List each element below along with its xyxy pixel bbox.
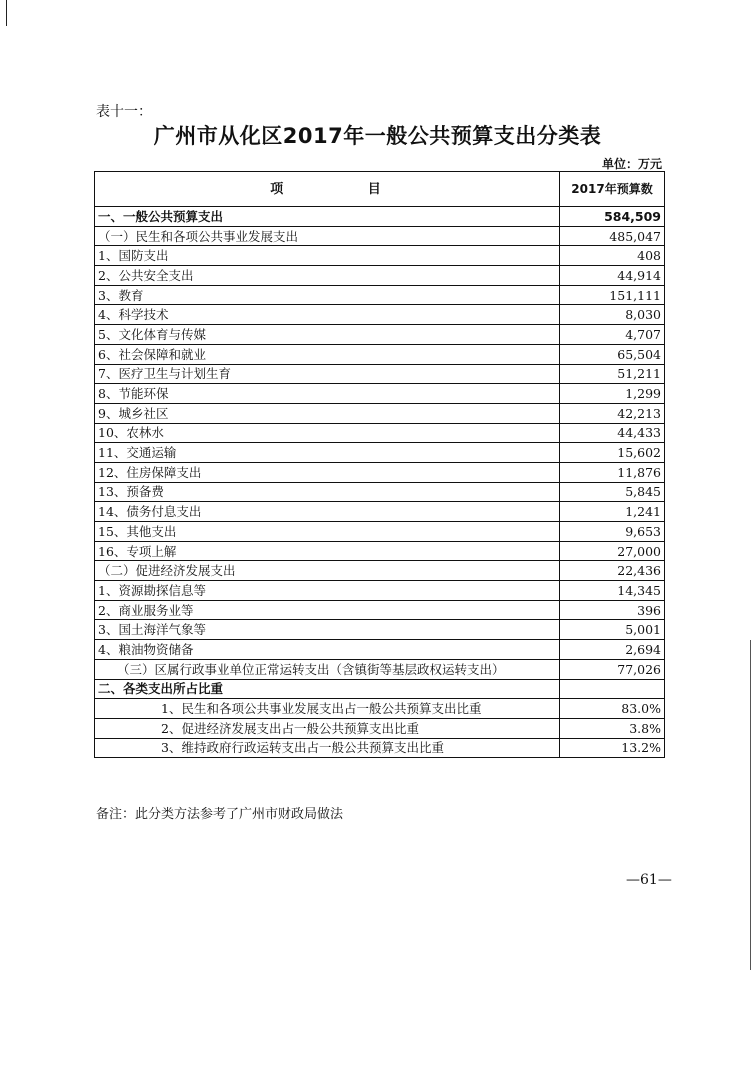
header-amount: 2017年预算数 [560,172,665,207]
row-label: 2、商业服务业等 [95,600,560,620]
table-row [95,207,665,227]
row-value: 3.8% [560,718,665,738]
footnote: 备注：此分类方法参考了广州市财政局做法 [96,807,344,822]
row-value: 22,436 [560,561,665,581]
scan-edge-mark [6,0,7,26]
row-label: 5、文化体育与传媒 [95,325,560,345]
row-label: 8、节能环保 [95,384,560,404]
table-row [95,679,665,699]
row-value: 396 [560,600,665,620]
row-label: 3、国土海洋气象等 [95,620,560,640]
table-row [95,738,665,758]
row-label: 4、粮油物资储备 [95,640,560,660]
row-label: 3、教育 [95,285,560,305]
table-row [95,462,665,482]
table-row [95,522,665,542]
row-value: 4,707 [560,325,665,345]
row-label: 一、一般公共预算支出 [95,207,560,227]
table-header-row [95,172,665,207]
row-value: 151,111 [560,285,665,305]
table-row [95,620,665,640]
row-value: 485,047 [560,226,665,246]
page-title: 广州市从化区2017年一般公共预算支出分类表 [153,124,602,148]
unit-label: 单位：万元 [601,157,662,171]
row-value: 27,000 [560,541,665,561]
row-label: 13、预备费 [95,482,560,502]
row-value: 8,030 [560,305,665,325]
row-label: 3、维持政府行政运转支出占一般公共预算支出比重 [95,738,560,758]
table-row [95,561,665,581]
row-label: （二）促进经济发展支出 [95,561,560,581]
row-value: 408 [560,246,665,266]
row-value: 5,001 [560,620,665,640]
table-row [95,285,665,305]
row-value [560,679,665,699]
table-row [95,443,665,463]
row-label: 16、专项上解 [95,541,560,561]
table-row [95,600,665,620]
row-value: 65,504 [560,344,665,364]
row-label: 二、各类支出所占比重 [95,679,560,699]
row-value: 584,509 [560,207,665,227]
row-label: 9、城乡社区 [95,403,560,423]
row-value: 13.2% [560,738,665,758]
table-row [95,344,665,364]
row-label: 6、社会保障和就业 [95,344,560,364]
row-label: 11、交通运输 [95,443,560,463]
row-label: 12、住房保障支出 [95,462,560,482]
header-item: 项 目 [95,172,560,207]
table-row [95,581,665,601]
row-label: 1、资源勘探信息等 [95,581,560,601]
row-label: 15、其他支出 [95,522,560,542]
table-row [95,325,665,345]
table-row [95,659,665,679]
row-label: 4、科学技术 [95,305,560,325]
row-label: 2、公共安全支出 [95,266,560,286]
row-value: 44,914 [560,266,665,286]
row-value: 83.0% [560,699,665,719]
budget-table [94,171,665,758]
row-label: 1、民生和各项公共事业发展支出占一般公共预算支出比重 [95,699,560,719]
table-row [95,482,665,502]
page-number: —61— [626,872,672,888]
table-row [95,699,665,719]
row-label: 7、医疗卫生与计划生育 [95,364,560,384]
row-value: 11,876 [560,462,665,482]
row-value: 51,211 [560,364,665,384]
row-value: 77,026 [560,659,665,679]
table-row [95,384,665,404]
row-label: 14、债务付息支出 [95,502,560,522]
row-label: （三）区属行政事业单位正常运转支出（含镇街等基层政权运转支出） [95,659,560,679]
table-row [95,226,665,246]
row-value: 42,213 [560,403,665,423]
row-value: 5,845 [560,482,665,502]
row-value: 14,345 [560,581,665,601]
table-row [95,266,665,286]
row-label: 1、国防支出 [95,246,560,266]
row-value: 1,241 [560,502,665,522]
table-row [95,305,665,325]
table-row [95,718,665,738]
table-row [95,403,665,423]
row-label: 2、促进经济发展支出占一般公共预算支出比重 [95,718,560,738]
table-row [95,246,665,266]
row-value: 9,653 [560,522,665,542]
row-label: （一）民生和各项公共事业发展支出 [95,226,560,246]
scan-edge-mark-right [750,640,751,970]
table-row [95,541,665,561]
table-row [95,423,665,443]
row-value: 44,433 [560,423,665,443]
row-value: 2,694 [560,640,665,660]
table-row [95,640,665,660]
table-label: 表十一： [96,104,152,120]
row-label: 10、农林水 [95,423,560,443]
row-value: 1,299 [560,384,665,404]
table-row [95,364,665,384]
table-row [95,502,665,522]
row-value: 15,602 [560,443,665,463]
